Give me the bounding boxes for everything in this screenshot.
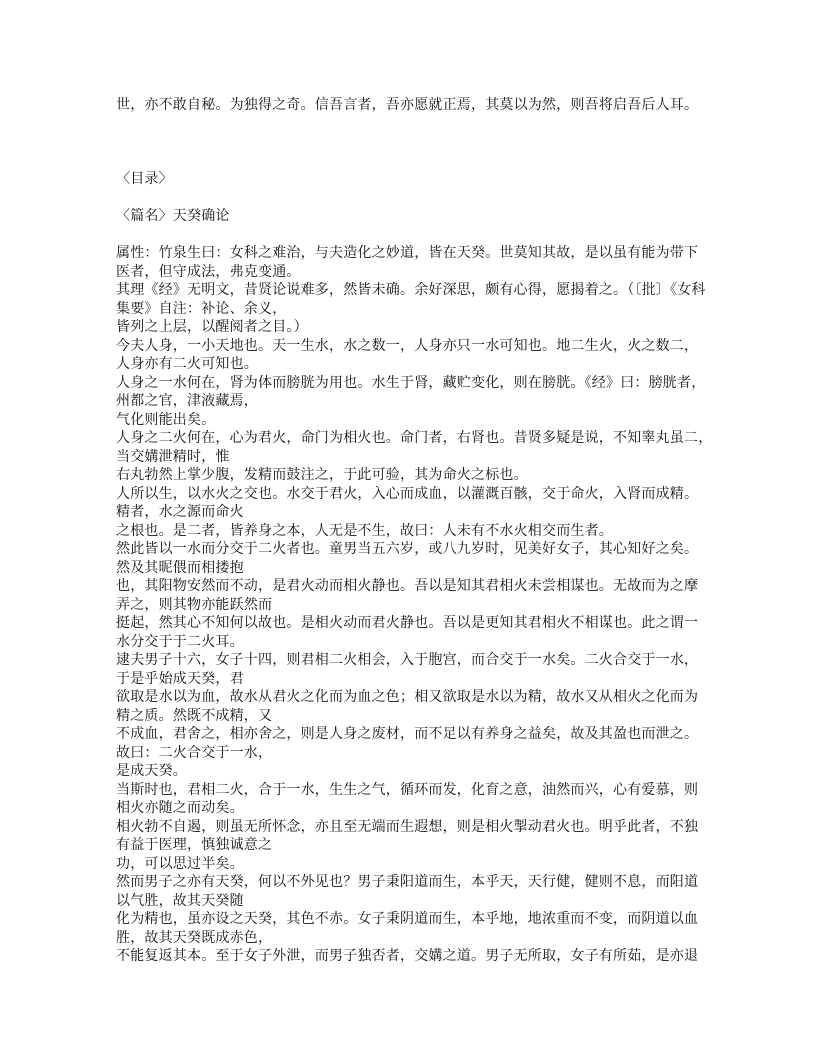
text-line	[116, 116, 756, 135]
text-line: 化为精也，虽亦设之天癸，其色不赤。女子秉阴道而生，本乎地，地浓重而不变，而阴道以血	[116, 912, 699, 927]
text-line	[116, 227, 756, 246]
text-line: 当交媾泄精时，惟	[116, 449, 230, 465]
text-line: 功，可以思过半矣。	[116, 856, 244, 872]
text-line: 水分交于于二火耳。	[116, 634, 244, 650]
text-line: 以气胜，故其天癸随	[116, 893, 244, 909]
text-line: 医者，但守成法，弗克变通。	[116, 264, 301, 280]
text-line: 当斯时也，君相二火，合于一水，生生之气，循环而发，化育之意，油然而兴，心有爱慕，则	[116, 782, 699, 798]
text-line: 精者，水之源而命火	[116, 505, 244, 520]
text-line: 州都之官，津液藏焉，	[116, 394, 258, 409]
text-line	[116, 190, 756, 209]
text-line: 不成血，君舍之，相亦舍之，则是人身之废材，而不足以有养身之益矣，故及其盈也而泄之。	[116, 727, 699, 742]
text-line: 人身亦有二火可知也。	[116, 357, 258, 372]
text-line	[116, 153, 756, 172]
text-line: 今夫人身，一小天地也。天一生水，水之数一，人身亦只一水可知也。地二生火，火之数二，	[116, 338, 699, 354]
text-line: 胜，故其天癸既成赤色，	[116, 930, 273, 946]
text-line: 人身之二火何在，心为君火，命门为相火也。命门者，右肾也。昔贤多疑是说，不知睾丸虽二，	[116, 431, 713, 446]
text-line: 〈篇名〉天癸确论	[116, 209, 230, 224]
text-line: 有益于医理，慎独诚意之	[116, 838, 273, 853]
text-line: 欲取是水以为血，故水从君火之化而为血之色；相又欲取是水以为精，故水又从相火之化而为	[116, 690, 699, 705]
text-line: 世，亦不敢自秘。为独得之奇。信吾言者，吾亦愿就正焉，其莫以为然，则吾将启吾后人耳。	[116, 98, 699, 113]
text-line: 然而男子之亦有天癸，何以不外见也？男子秉阳道而生，本乎天，天行健，健则不息，而阳道	[116, 875, 699, 890]
text-line: 右丸勃然上掌少腹，发精而鼓注之，于此可验，其为命火之标也。	[116, 468, 528, 483]
text-line: 然此皆以一水而分交于二火者也。童男当五六岁，或八九岁时，见美好女子，其心知好之矣。	[116, 542, 699, 557]
text-line: 然及其昵偎而相搂抱	[116, 560, 244, 576]
text-line: 于是乎始成天癸，君	[116, 671, 244, 687]
text-line: 属性：竹泉生曰：女科之难治，与夫造化之妙道，皆在天癸。世莫知其故，是以虽有能为带下	[116, 246, 699, 261]
text-line	[116, 134, 756, 153]
text-line: 逮夫男子十六，女子十四，则君相二火相会，入于胞宫，而合交于一水矣。二火合交于一水，	[116, 653, 699, 668]
text-line: 皆列之上层，以醒阅者之目。）	[116, 320, 308, 335]
text-line: 其理《经》无明文，昔贤论说难多，然皆未确。余好深思，颇有心得，愿揭着之。（〔批〕《女科	[116, 283, 706, 298]
text-line: 是成天癸。	[116, 764, 187, 779]
text-line: 之根也。是二者，皆养身之本，人无是不生，故曰：人未有不水火相交而生者。	[116, 523, 613, 539]
text-line: 〈目录〉	[116, 172, 173, 187]
text-line: 弄之，则其物亦能跃然而	[116, 597, 273, 613]
text-line: 精之质。然既不成精，又	[116, 708, 273, 724]
text-line: 集要》自注：补论、余义，	[116, 301, 287, 317]
text-line: 气化则能出矣。	[116, 412, 216, 428]
text-line: 人所以生，以水火之交也。水交于君火，入心而成血，以灌溉百骸，交于命火，入肾而成精。	[116, 486, 699, 502]
text-line: 人身之一水何在，肾为体而膀胱为用也。水生于肾，藏贮变化，则在膀胱。《经》曰：膀胱者，	[116, 375, 706, 391]
text-line: 相火亦随之而动矣。	[116, 801, 244, 816]
text-line: 也，其阳物安然而不动，是君火动而相火静也。吾以是知其君相火未尝相谋也。无故而为之摩	[116, 579, 699, 594]
text-line: 挺起，然其心不知何以故也。是相火动而君火静也。吾以是更知其君相火不相谋也。此之谓一	[116, 616, 699, 631]
text-block	[116, 97, 756, 967]
text-line: 不能复返其本。至于女子外泄，而男子独否者，交媾之道。男子无所取，女子有所茹，是亦退	[116, 949, 699, 964]
text-line: 故曰：二火合交于一水，	[116, 745, 273, 761]
text-line: 相火勃不自遏，则虽无所怀念，亦且至无端而生遐想，则是相火掣动君火也。明乎此者，不独	[116, 819, 699, 835]
